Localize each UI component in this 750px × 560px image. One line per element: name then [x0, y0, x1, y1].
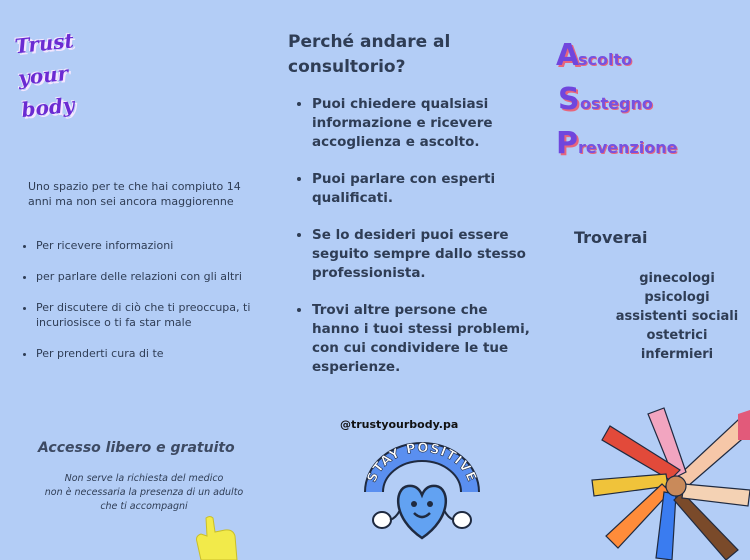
- list-item: • Puoi parlare con esperti qualificati.: [312, 170, 537, 208]
- asp-word: revenzione: [578, 138, 678, 157]
- brand-line-1: Trust: [13, 28, 75, 59]
- brand-line-2: your: [16, 61, 70, 91]
- list-item: • Per prenderti cura di te: [36, 346, 276, 361]
- asp-word: ostegno: [580, 94, 653, 113]
- list-item: psicologi: [644, 290, 710, 305]
- pointing-hand-icon: [192, 512, 242, 560]
- list-item: • Per ricevere informazioni: [36, 238, 276, 253]
- reasons-list: [20, 238, 276, 377]
- asp-letter: A: [556, 38, 580, 73]
- asp-letter: S: [558, 82, 580, 117]
- asp-letter: P: [556, 126, 578, 161]
- section-title: Perché andare al consultorio?: [288, 32, 451, 77]
- list-item: • Se lo desideri puoi essere seguito sempre dallo stesso professionista.: [312, 226, 537, 283]
- access-title: Accesso libero e gratuito: [38, 440, 235, 456]
- list-item: • per parlare delle relazioni con gli altri: [36, 269, 276, 284]
- asp-acronym: [556, 38, 677, 170]
- list-item: ostetrici: [646, 328, 708, 343]
- list-item: infermieri: [640, 347, 714, 362]
- benefits-list: [296, 95, 537, 395]
- intro-text: Uno spazio per te che hai compiuto 14 anni ma non sei ancora maggiorenne: [28, 180, 241, 208]
- stay-positive-logo: [362, 438, 482, 548]
- access-note: [24, 472, 264, 514]
- access-note-line: non è necessaria la presenza di un adulto: [44, 487, 244, 498]
- access-note-line: che ti accompagni: [100, 501, 188, 512]
- list-item: • Trovi altre persone che hanno i tuoi stessi problemi, con cui condividere le tue esperienze.: [312, 301, 537, 377]
- list-item: assistenti sociali: [615, 309, 739, 324]
- stay-positive-text: STAY POSITIVE: [364, 440, 480, 485]
- list-item: • Puoi chiedere qualsiasi informazione e ricevere accoglienza e ascolto.: [312, 95, 537, 152]
- brand-line-3: body: [20, 92, 76, 122]
- asp-row: [556, 126, 677, 170]
- joined-hands-illustration: [588, 400, 750, 560]
- list-item: • Per discutere di ciò che ti preoccupa, ti incuriosisce o ti fa star male: [36, 300, 276, 330]
- troverai-title: Troverai: [574, 228, 648, 247]
- social-handle: @trustyourbody.pa: [340, 418, 459, 431]
- asp-word: scolto: [578, 50, 633, 69]
- brand-logo: [13, 22, 103, 126]
- asp-row: [558, 82, 677, 126]
- professionals-list: [612, 269, 742, 364]
- asp-row: [556, 38, 677, 82]
- list-item: ginecologi: [639, 271, 715, 286]
- access-note-line: Non serve la richiesta del medico: [64, 473, 224, 484]
